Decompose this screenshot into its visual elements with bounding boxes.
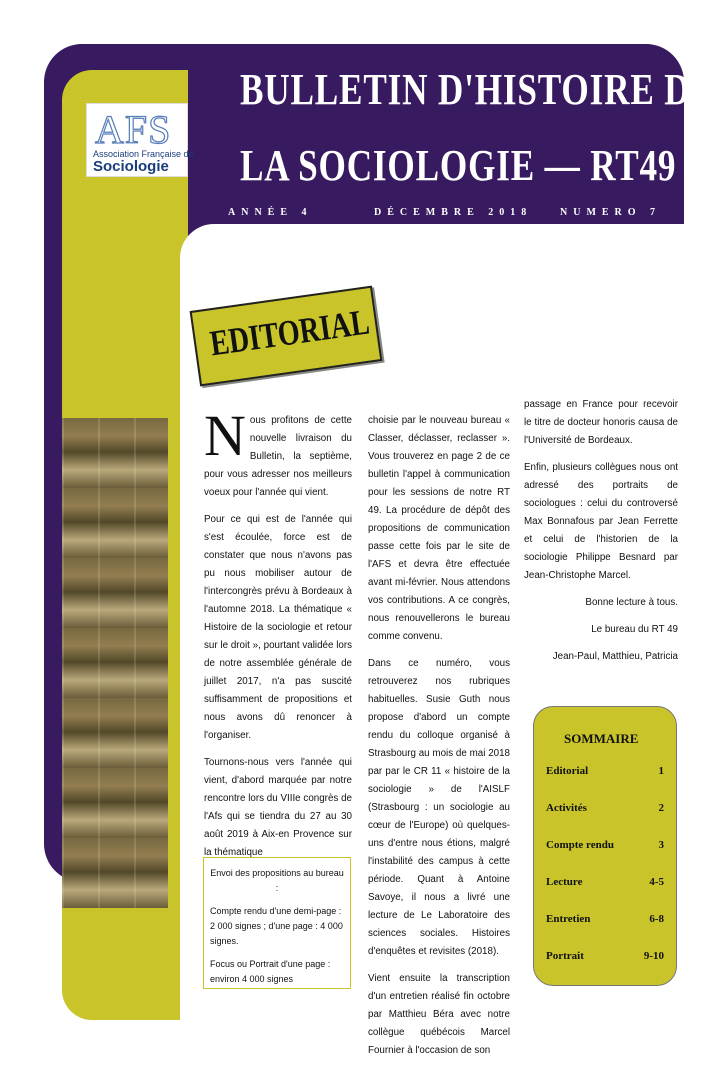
toc-label: Portrait: [546, 950, 584, 962]
paragraph: ous profitons de cette nouvelle livraison du Bulletin, la septième, pour vous adresser nos meilleurs voeux pour l'année qui vient.: [204, 415, 352, 498]
paragraph: Enfin, plusieurs collègues nous ont adressé des portraits de sociologues : celui du controversé Max Bonnafous par Jean Ferrette et celui de l'historien de la sociologie Philippe Besnard par Jean-Christophe Marcel.: [524, 462, 678, 581]
toc-page: 2: [658, 802, 664, 814]
editorial-label: EDITORIAL: [207, 301, 372, 364]
toc-item[interactable]: [546, 876, 664, 888]
toc-page: 4-5: [649, 876, 664, 888]
editorial-column-2: [368, 412, 510, 1069]
toc-item[interactable]: [546, 950, 664, 962]
toc-page: 1: [658, 765, 664, 777]
toc-label: Activités: [546, 802, 587, 814]
signature: Le bureau du RT 49: [591, 624, 678, 635]
paragraph: Tournons-nous vers l'année qui vient, d'abord marquée par notre rencontre lors du VIIIe congrès de l'Afs qui se tiendra du 27 au 30 août 2019 à Aix-en Provence sur la thématique: [204, 757, 352, 858]
bulletin-title-line2: LA SOCIOLOGIE — RT49: [240, 141, 677, 190]
signature-names: Jean-Paul, Matthieu, Patricia: [552, 651, 678, 662]
toc-page: 6-8: [649, 913, 664, 925]
toc-page: 9-10: [643, 950, 664, 962]
afs-logo: [86, 103, 194, 177]
toc-item[interactable]: [546, 839, 664, 851]
paragraph: Pour ce qui est de l'année qui s'est écoulée, force est de constater que nous n'avons pas pu nous mobiliser autour de l'intercongrès prévu à Bordeaux à l'automne 2018. La thématique « Histoire de la sociologie et retour sur le droit », pourtant validée lors de notre assemblée générale de juillet 2017, n'a pas suscité suffisamment de propositions et nous avons dû renoncer à l'organiser.: [204, 514, 352, 741]
editorial-column-1: [204, 403, 352, 871]
issue-date: DÉCEMBRE 2018: [374, 207, 533, 218]
logo-word: Sociologie: [93, 158, 169, 175]
toc-item[interactable]: [546, 765, 664, 777]
bulletin-title-line1: BULLETIN D'HISTOIRE DE: [240, 65, 715, 114]
logo-mark: AFS: [95, 107, 172, 152]
issue-year: ANNÉE 4: [228, 207, 313, 218]
toc-label: Entretien: [546, 913, 591, 925]
paragraph: choisie par le nouveau bureau « Classer, déclasser, reclasser ». Vous trouverez en page 2 de ce bulletin l'appel à communication pour les sessions de notre RT 49. La procédure de dépôt des propositions de communication passe cette fois par le site de l'AFS et devra être effectuée avant mi-février. Nous attendons vos contributions. A ce congrès, nous renouvellerons le bureau comme convenu.: [368, 415, 510, 642]
paragraph: Vient ensuite la transcription d'un entretien réalisé fin octobre par Matthieu Béra avec notre collègue québécois Marcel Fournier à l'occasion de son: [368, 973, 510, 1056]
toc-label: Editorial: [546, 765, 589, 777]
note-heading: Envoi des propositions au bureau :: [210, 868, 344, 893]
submission-note: [203, 857, 351, 989]
toc-label: Lecture: [546, 876, 583, 888]
toc-page: 3: [658, 839, 664, 851]
issue-number: NUMERO 7: [560, 207, 662, 218]
note-line: Compte rendu d'une demi-page : 2 000 signes ; d'une page : 4 000 signes.: [210, 906, 343, 946]
drop-cap: N: [204, 403, 246, 468]
logo-subtitle: Association Française de: [93, 149, 194, 159]
paragraph: passage en France pour recevoir le titre de docteur honoris causa de l'Université de Bordeaux.: [524, 399, 678, 446]
toc-label: Compte rendu: [546, 839, 614, 851]
toc-item[interactable]: [546, 802, 664, 814]
paragraph: Dans ce numéro, vous retrouverez nos rubriques habituelles. Susie Guth nous propose d'abord un compte rendu du colloque organisé à Strasbourg au mois de mai 2018 par par le CR 11 « histoire de la sociologie » de l'AISLF (Strasbourg : un sociologie au cœur de l'Europe) où quelques-uns d'entre nous étions, malgré l'instabilité des campus à cette période. Quant à Antoine Savoye, il nous a livré une lecture de Le Laboratoire des sciences sociales. Histoires d'enquêtes et revisites (2018).: [368, 658, 510, 957]
toc-title: SOMMAIRE: [564, 731, 639, 746]
note-line: Focus ou Portrait d'une page : environ 4 000 signes: [210, 959, 331, 984]
toc-item[interactable]: [546, 913, 664, 925]
closing-line: Bonne lecture à tous.: [585, 597, 678, 608]
editorial-column-3: [524, 396, 678, 675]
table-of-contents: [533, 706, 677, 986]
photo-collage: [62, 418, 168, 908]
